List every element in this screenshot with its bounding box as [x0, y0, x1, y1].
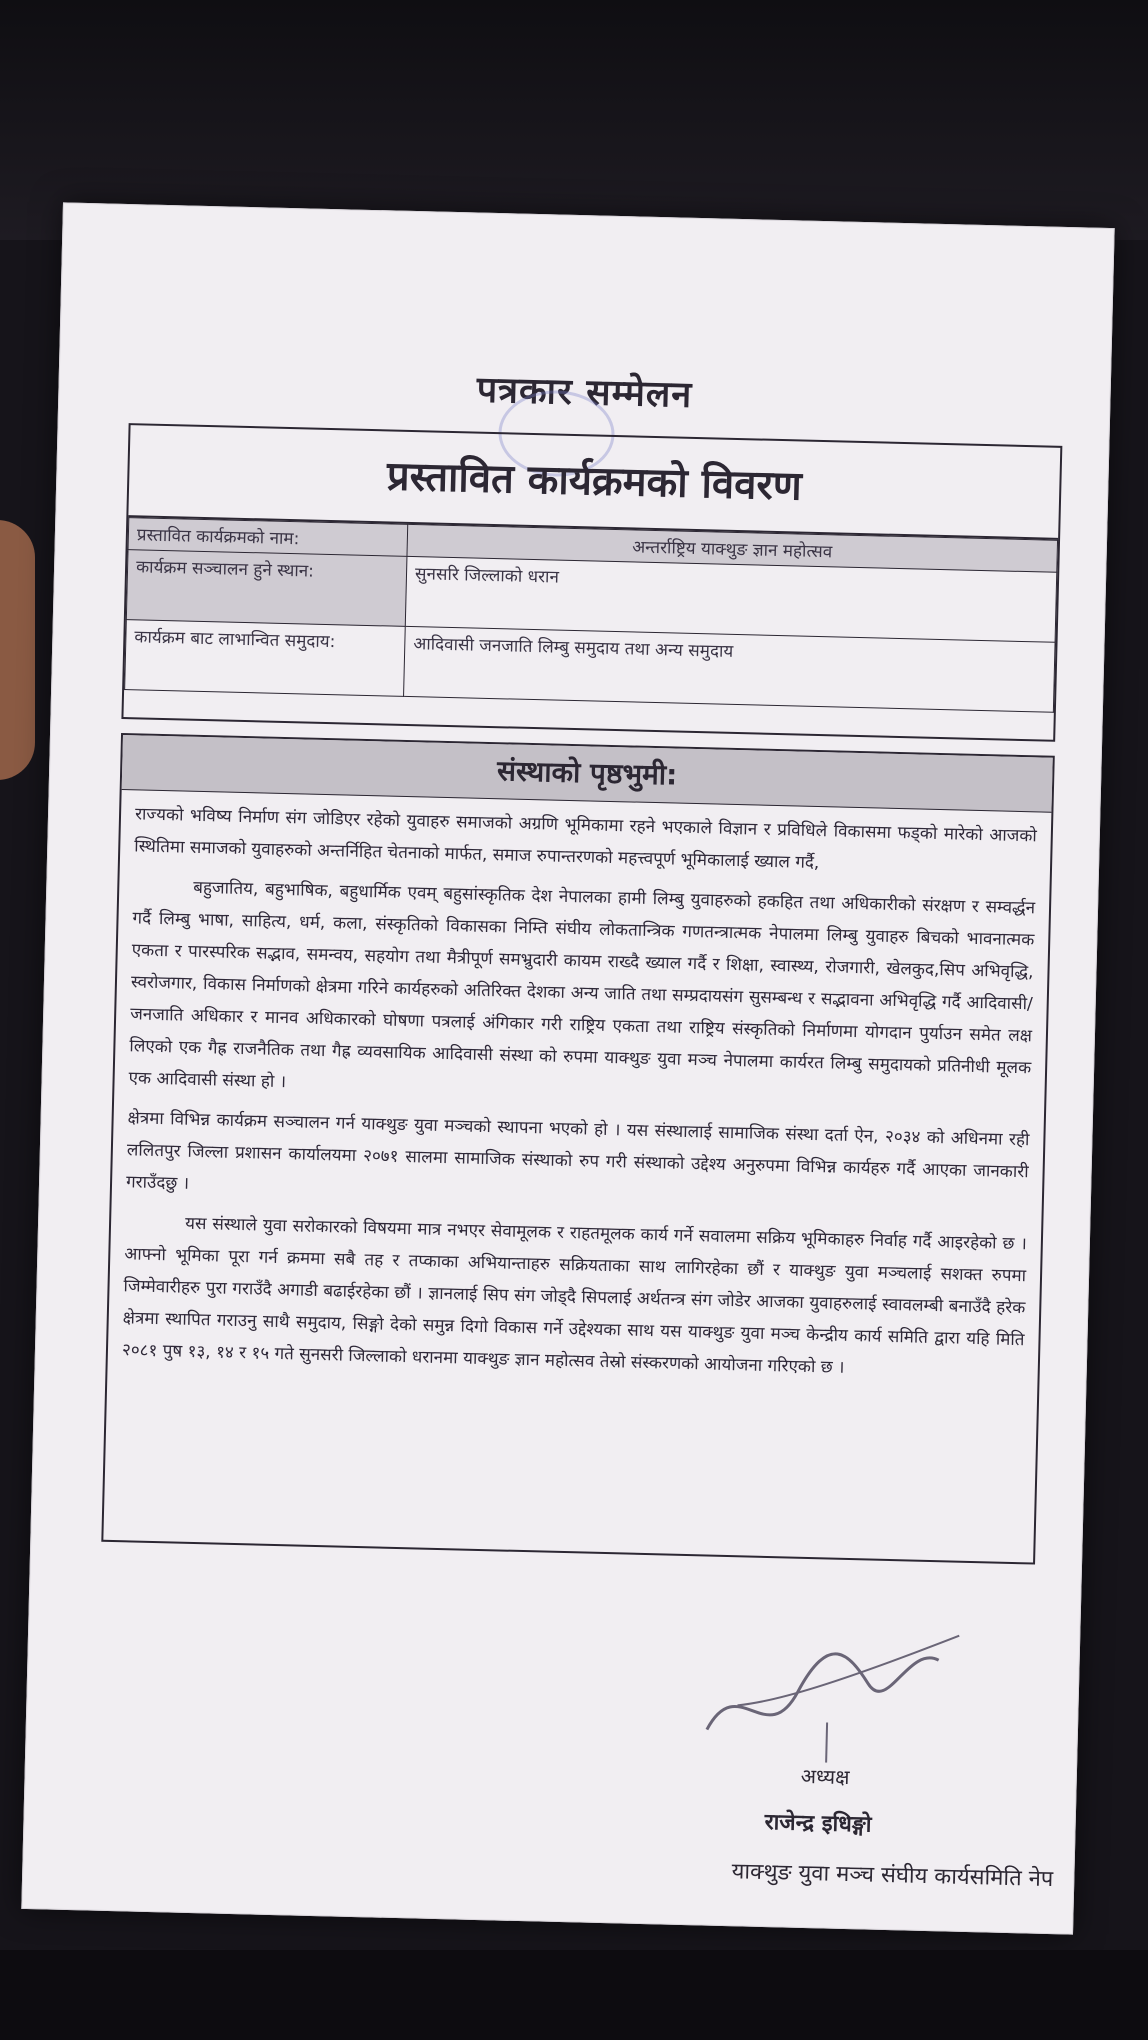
background-heading: संस्थाको पृष्ठभुमी: — [122, 735, 1053, 813]
program-details-table — [124, 517, 1058, 713]
page-title: पत्रकार सम्मेलन — [476, 369, 693, 416]
background-paragraph: राज्यको भविष्य निर्माण संग जोडिएर रहेको युवाहरु समाजको अग्रणि भूमिकामा रहने भएकाले विज्ञान र प्रविधिले विकासमा फड्को मारेको आजको स्थितिमा समाजको युवाहरुको अन्तर्निहित चेतनाको मार्फत, समाज रुपान्तरणको महत्त्वपूर्ण भूमिकालाई ख्याल गर्दै, — [134, 804, 1038, 874]
bottom-shadow — [0, 1950, 1148, 2040]
row-value: अन्तर्राष्ट्रिय याक्थुङ ज्ञान महोत्सव — [407, 524, 1058, 572]
background-paragraph: क्षेत्रमा विभिन्न कार्यक्रम सञ्चालन गर्न याक्थुङ युवा मञ्चको स्थापना भएको हो । यस संस्थालाई सामाजिक संस्था दर्ता ऐन, २०३४ को अधिनमा रही ललितपुर जिल्ला प्रशासन कार्यालयमा २०७१ सालमा सामाजिक संस्थाको रुप गरी संस्थाको उद्देश्य अनुरुपमा विभिन्न कार्यहरु गर्दै आएका जानकारी गराउँदछु । — [125, 1108, 1030, 1194]
document-page — [21, 202, 1114, 1934]
signatory-organization: याक्थुङ युवा मञ्च संघीय कार्यसमिति नेप — [731, 1859, 1054, 1893]
background-shadow — [0, 0, 1148, 240]
signature-block — [673, 1609, 1054, 1918]
row-label: कार्यक्रम सञ्चालन हुने स्थान: — [126, 550, 407, 627]
background-paragraph: बहुजातिय, बहुभाषिक, बहुधार्मिक एवम् बहुसांस्कृतिक देश नेपालका हामी लिम्बु युवाहरुको हकहित तथा अधिकारीको संरक्षण र सम्वर्द्धन गर्दै लिम्बु भाषा, साहित्य, धर्म, कला, संस्कृतिको विकासका निम्ति संघीय लोकतान्त्रिक गणतन्त्रात्मक नेपालमा लिम्बु युवाहरु बिचको भावनात्मक एकता र पारस्परिक सद्भाव, समन्वय, सहयोग तथा मैत्रीपूर्ण समभ्रुदारी कायम राख्दै ख्याल गर्दै र शिक्षा, स्वास्थ्य, रोजगारी, खेलकुद,सिप अभिवृद्धि, स्वरोजगार, विकास निर्माणको क्षेत्रमा गरिने कार्यहरुको अतिरिक्त देशका अन्य जाति तथा सम्प्रदायसंग सुसम्बन्ध र सद्भावना अभिवृद्धि गर्दै आदिवासी/जनजाति अधिकार र मानव अधिकारको घोषणा पत्रलाई अंगिकार गरी राष्ट्रिय एकता तथा राष्ट्रिय संस्कृतिको निर्माणमा योगदान पुर्याउन समेत लक्ष लिएको एक गैह्र राजनैतिक तथा गैह्र व्यवसायिक आदिवासी संस्था को रुपमा याक्थुङ युवा मञ्च नेपालमा कार्यरत लिम्बु समुदायको प्रतिनीधी मूलक एक आदिवासी संस्था हो । — [128, 877, 1036, 1093]
organization-background-box — [101, 733, 1054, 1565]
row-label: कार्यक्रम बाट लाभान्वित समुदाय: — [125, 620, 406, 697]
background-paragraph: यस संस्थाले युवा सरोकारको विषयमा मात्र नभएर सेवामूलक र राहतमूलक कार्य गर्ने सवालमा सक्रिय भूमिकाहरु निर्वाह गर्दै आइरहेको छ । आफ्नो भूमिका पूरा गर्न क्रममा सबै तह र तप्काका अभियान्ताहरु सक्रियताका साथ लागिरहेका छौं र याक्थुङ युवा मञ्चलाई सशक्त रुपमा जिम्मेवारीहरु पुरा गराउँदै अगाडी बढाईरहेका छौं । ज्ञानलाई सिप संग जोड्दै सिपलाई अर्थतन्त्र संग जोडेर आजका युवाहरुलाई स्वावलम्बी बनाउँदै हरेक क्षेत्रमा स्थापित गराउनु साथै समुदाय, सिङ्गो देको समुन्न दिगो विकास गर्ने उद्देश्यका साथ यस याक्थुङ युवा मञ्च केन्द्रीय कार्य समिति द्वारा यहि मिति २०८१ पुष १३, १४ र १५ गते सुनसरी जिल्लाको धरानमा याक्थुङ ज्ञान महोत्सव तेस्रो संस्करणको आयोजना गरिएको छ । — [121, 1213, 1028, 1378]
signatory-name: राजेन्द्र इधिङ्गो — [764, 1810, 872, 1838]
row-value: सुनसरि जिल्लाको धरान — [405, 556, 1057, 642]
handwritten-signature — [676, 1609, 980, 1766]
row-value: आदिवासी जनजाति लिम्बु समुदाय तथा अन्य समुदाय — [404, 626, 1056, 712]
signatory-role: अध्यक्ष — [800, 1763, 850, 1790]
hand-finger — [0, 520, 35, 780]
program-box-title: प्रस्तावित कार्यक्रमको विवरण — [128, 425, 1060, 540]
program-details-box — [121, 423, 1062, 742]
row-label: प्रस्तावित कार्यक्रमको नाम: — [128, 518, 408, 557]
